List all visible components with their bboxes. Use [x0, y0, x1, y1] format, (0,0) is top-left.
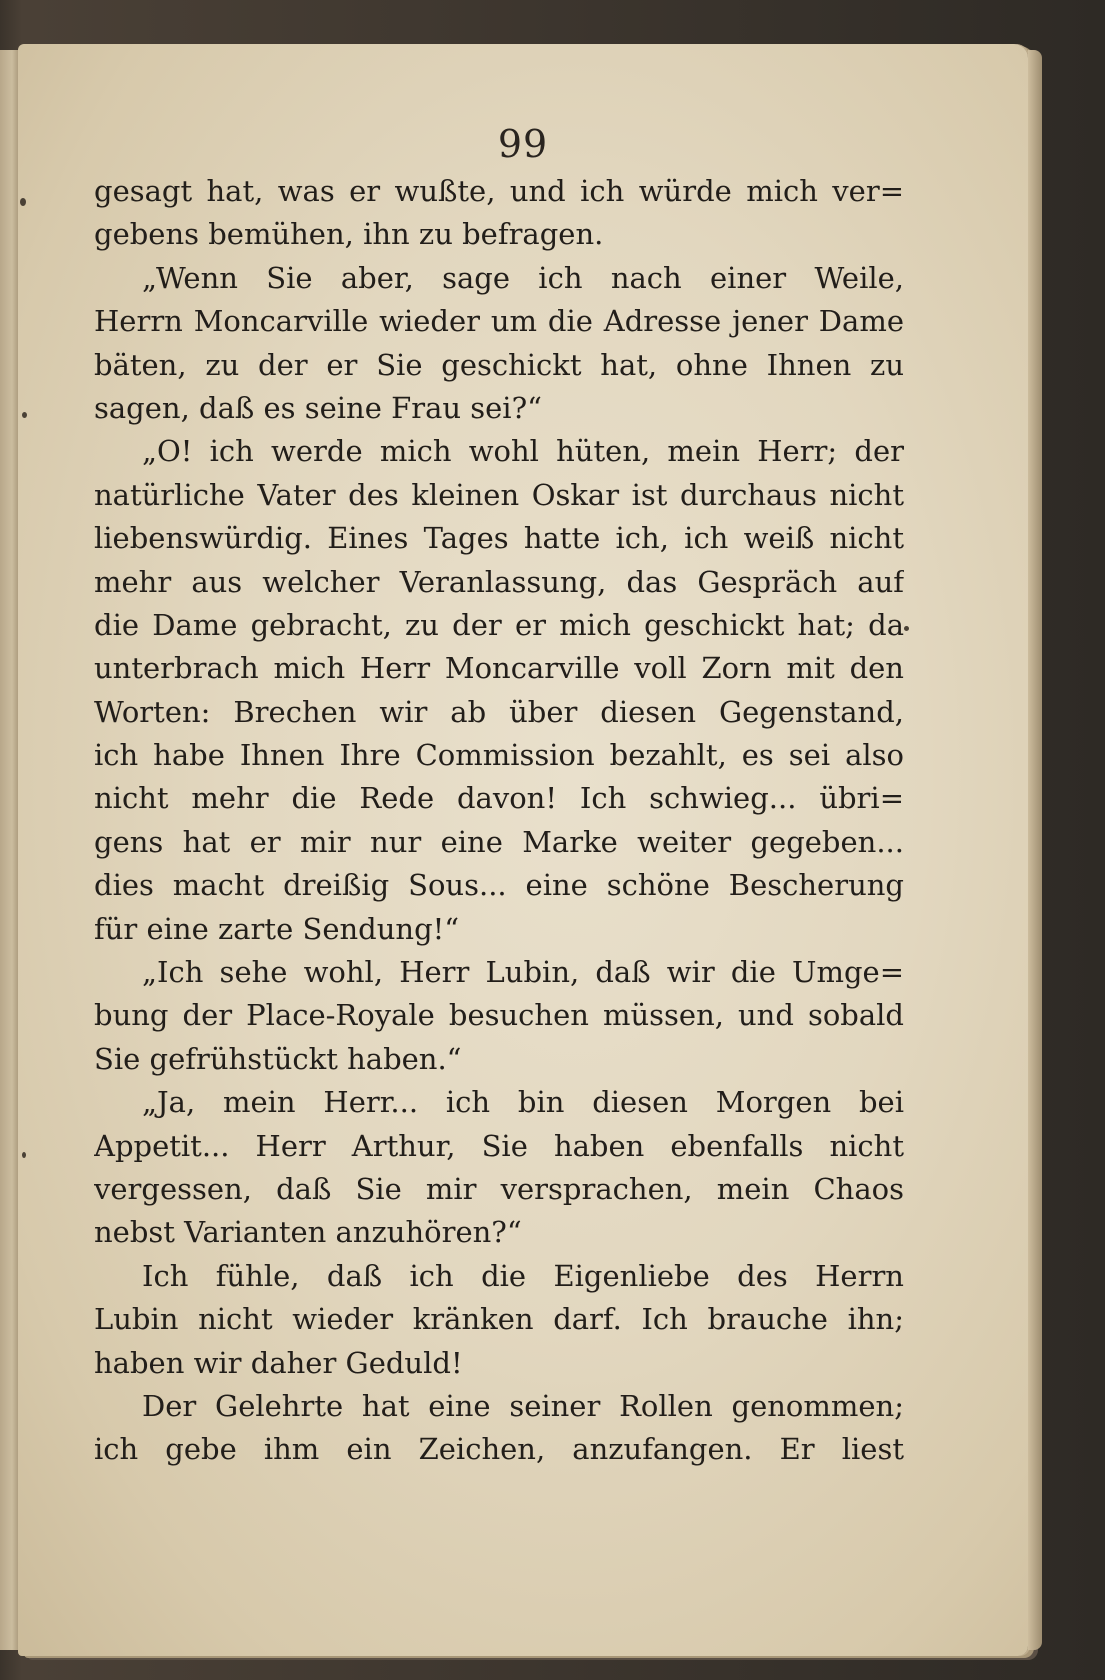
text-line: nicht mehr die Rede davon! Ich schwieg... übri= [94, 781, 904, 816]
book-page [18, 44, 1028, 1656]
text-line: mehr aus welcher Veranlassung, das Gespräch auf [94, 564, 904, 599]
text-line: Lubin nicht wieder kränken darf. Ich brauche ihn; [94, 1302, 904, 1337]
page-stack-edge [1028, 50, 1042, 1650]
text-line: Worten: Brechen wir ab über diesen Gegenstand, [94, 694, 904, 729]
text-line: dies macht dreißig Sous... eine schöne Bescherung [94, 868, 904, 903]
text-line: gebens bemühen, ihn zu befragen. [94, 217, 604, 252]
text-line: ich habe Ihnen Ihre Commission bezahlt, es sei also [94, 738, 904, 773]
text-line: bäten, zu der er Sie geschickt hat, ohne Ihnen zu [94, 347, 904, 382]
text-line: die Dame gebracht, zu der er mich geschickt hat; da [94, 607, 904, 642]
text-line: „Wenn Sie aber, sage ich nach einer Weile, [142, 260, 904, 295]
text-line: haben wir daher Geduld! [94, 1345, 463, 1380]
text-line: Appetit... Herr Arthur, Sie haben ebenfalls nicht [94, 1128, 904, 1163]
paper-speck [20, 198, 26, 206]
text-line: natürliche Vater des kleinen Oskar ist durchaus nicht [94, 477, 904, 512]
text-line: bung der Place-Royale besuchen müssen, und sobald [94, 998, 904, 1033]
paper-speck [22, 1152, 26, 1158]
paper-speck [22, 412, 27, 418]
text-line: „Ich sehe wohl, Herr Lubin, daß wir die Umge= [142, 955, 904, 990]
page-number: 99 [497, 122, 549, 166]
text-line: liebenswürdig. Eines Tages hatte ich, ich weiß nicht [94, 521, 904, 556]
text-line: sagen, daß es seine Frau sei?“ [94, 390, 542, 425]
text-line: nebst Varianten anzuhören?“ [94, 1215, 522, 1250]
text-line: für eine zarte Sendung!“ [94, 911, 460, 946]
text-line: „O! ich werde mich wohl hüten, mein Herr; der [142, 434, 904, 469]
text-line: Sie gefrühstückt haben.“ [94, 1041, 462, 1076]
text-line: Herrn Moncarville wieder um die Adresse jener Dame [94, 304, 904, 339]
text-line: gens hat er mir nur eine Marke weiter gegeben... [94, 824, 904, 859]
text-line: Ich fühle, daß ich die Eigenliebe des Herrn [142, 1258, 904, 1293]
page-body-text [94, 170, 904, 1472]
text-line: unterbrach mich Herr Moncarville voll Zorn mit den [94, 651, 904, 686]
text-line: „Ja, mein Herr... ich bin diesen Morgen bei [142, 1085, 904, 1120]
text-line: vergessen, daß Sie mir versprachen, mein Chaos [94, 1171, 904, 1206]
paper-speck [904, 626, 909, 631]
text-line: gesagt hat, was er wußte, und ich würde mich ver= [94, 174, 904, 208]
previous-page-edge [0, 50, 20, 1650]
text-line: ich gebe ihm ein Zeichen, anzufangen. Er liest [94, 1432, 904, 1467]
text-line: Der Gelehrte hat eine seiner Rollen genommen; [142, 1388, 904, 1423]
